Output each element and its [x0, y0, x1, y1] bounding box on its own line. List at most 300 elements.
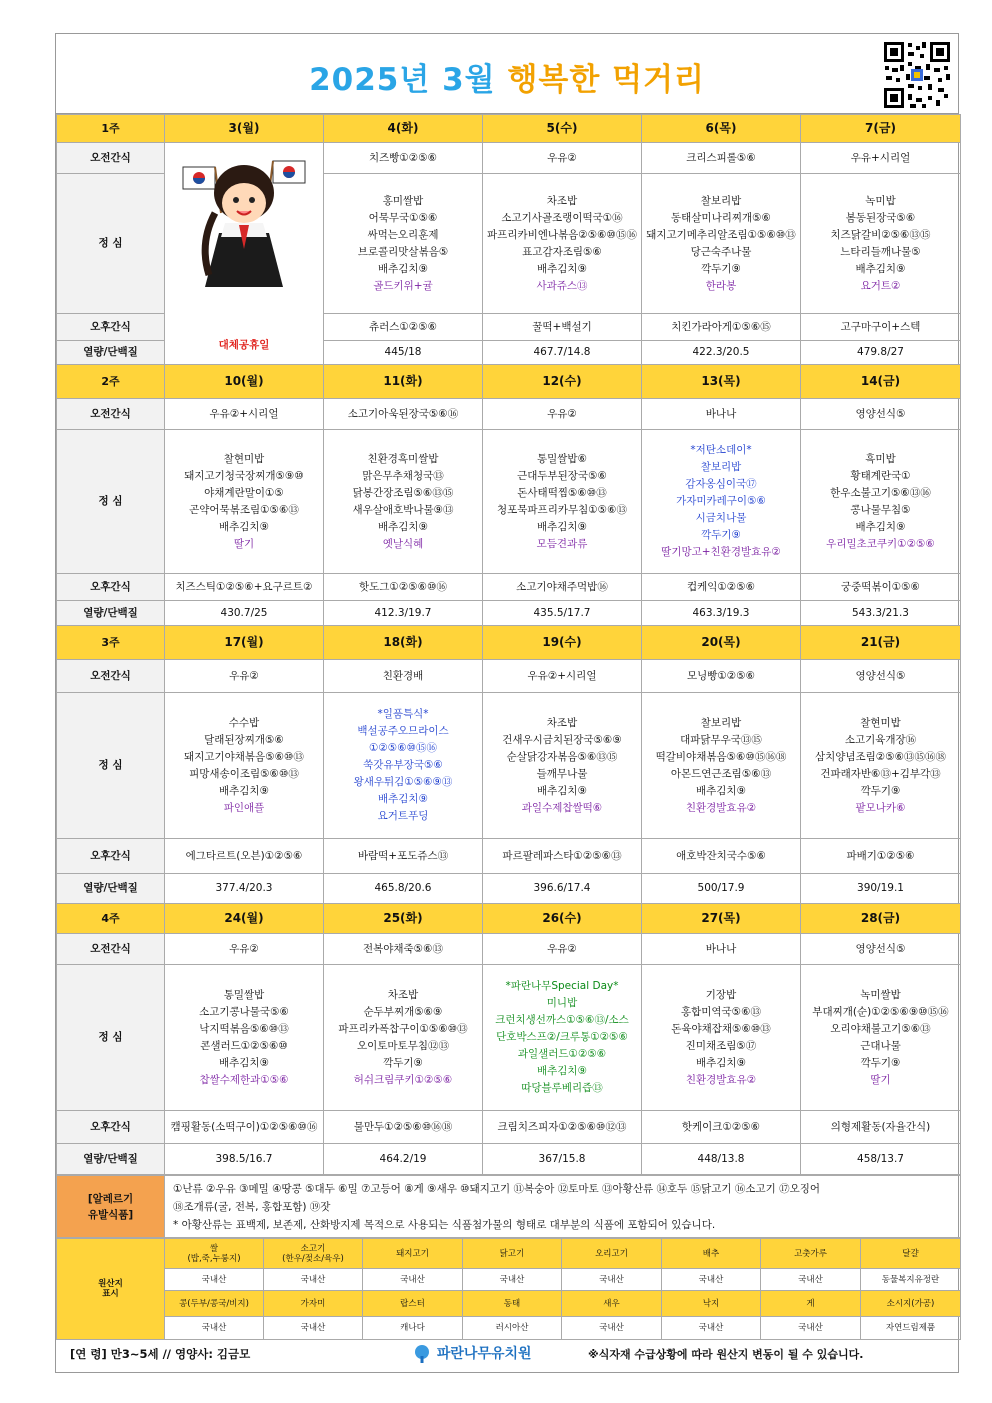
- lunch-item: *저탄소데이*: [690, 444, 752, 456]
- lunch-item: 가자미카레구이⑤⑥: [676, 495, 766, 507]
- lunch-item: 한라봉: [705, 279, 737, 292]
- lunch-item: 쑥갓유부장국⑤⑥: [363, 759, 443, 771]
- morning-snack-cell: 영양선식⑤: [801, 399, 961, 430]
- lunch-item: 느타리들깨나물⑤: [840, 245, 921, 258]
- calorie-protein-cell: 458/13.7: [801, 1144, 961, 1175]
- morning-snack-cell: 우유②: [165, 934, 324, 965]
- origin-value: 국내산: [761, 1317, 861, 1340]
- origin-value: 국내산: [165, 1269, 264, 1291]
- lunch-item: *일품특식*: [377, 708, 429, 720]
- lunch-item: 요거트푸딩: [377, 810, 429, 822]
- lunch-item: 요거트②: [860, 279, 901, 292]
- footer-note: ※식자재 수급상황에 따라 원산지 변동이 될 수 있습니다.: [588, 1348, 864, 1361]
- origin-value: 캐나다: [363, 1317, 463, 1340]
- day-header: 28(금): [801, 904, 961, 934]
- qr-code-icon: [882, 40, 952, 110]
- morning-snack-row: [57, 934, 961, 965]
- morning-snack-label: 오전간식: [57, 399, 165, 430]
- afternoon-snack-cell: 크림치즈피자①②⑤⑥⑩⑫⑬: [483, 1111, 642, 1144]
- calorie-protein-cell: 398.5/16.7: [165, 1144, 324, 1175]
- lunch-item: 찰보리밥: [700, 716, 742, 729]
- lunch-item: 딸기망고+친환경발효유②: [661, 546, 781, 558]
- lunch-item: 돼지고기야채볶음⑤⑥⑩⑬: [184, 750, 304, 763]
- lunch-item: 친환경흑미쌀밥: [367, 452, 439, 465]
- calorie-protein-cell: 543.3/21.3: [801, 601, 961, 626]
- origin-item-row: [57, 1291, 961, 1317]
- day-header: 12(수): [483, 365, 642, 399]
- header: [56, 34, 958, 114]
- lunch-cell: [801, 693, 961, 839]
- morning-snack-label: 오전간식: [57, 143, 165, 174]
- day-header: 25(화): [324, 904, 483, 934]
- afternoon-snack-cell: 바람떡+포도쥬스⑬: [324, 839, 483, 874]
- calorie-protein-cell: 422.3/20.5: [642, 341, 801, 365]
- origin-item: 가자미: [264, 1291, 363, 1317]
- calorie-protein-cell: 500/17.9: [642, 874, 801, 904]
- lunch-item: 찰보리밥: [700, 461, 742, 473]
- origin-item-row: [57, 1239, 961, 1269]
- lunch-item: 들깨무나물: [536, 767, 588, 780]
- allergy-line-2: ⑱조개류(굴, 전복, 홍합포함) ⑲잣: [173, 1200, 331, 1213]
- lunch-item: 차조밥: [546, 194, 578, 207]
- lunch-cell: [483, 430, 642, 574]
- lunch-item: 옛날식혜: [382, 537, 424, 550]
- afternoon-snack-cell: 궁중떡볶이①⑤⑥: [801, 574, 961, 601]
- lunch-item: 녹미쌀밥: [860, 988, 901, 1001]
- day-header: 11(화): [324, 365, 483, 399]
- origin-value-row: [57, 1269, 961, 1291]
- lunch-item: 소고기콩나물국⑤⑥: [199, 1005, 289, 1018]
- lunch-item: 근대나물: [860, 1039, 901, 1052]
- lunch-item: 차조밥: [546, 716, 578, 729]
- lunch-item: 친환경발효유②: [685, 801, 757, 814]
- lunch-item: 싸먹는오리훈제: [367, 228, 439, 241]
- lunch-item: 딸기: [233, 537, 255, 550]
- lunch-cell: [642, 965, 801, 1111]
- lunch-item: 허쉬크림쿠키①②⑤⑥: [353, 1073, 453, 1086]
- lunch-item: 감자옹심이국⑰: [685, 478, 757, 490]
- morning-snack-cell: 바나나: [642, 934, 801, 965]
- day-header: 27(목): [642, 904, 801, 934]
- lunch-item: 통밀쌀밥⑥: [537, 452, 587, 465]
- lunch-item: 수수밥: [228, 716, 260, 729]
- origin-item: 동태: [463, 1291, 562, 1317]
- origin-value: 동물복지유정란: [861, 1269, 961, 1291]
- lunch-cell: [165, 693, 324, 839]
- origin-item: 달걀: [861, 1239, 961, 1269]
- lunch-item: 진미채조림⑤⑰: [685, 1039, 757, 1052]
- lunch-item: 곤약어묵볶조림①⑤⑥⑬: [189, 503, 299, 516]
- calorie-protein-label: 열량/단백질: [57, 341, 165, 365]
- origin-item: 소고기 (한우/젖소/육우): [264, 1239, 363, 1269]
- afternoon-snack-cell: 물만두①②⑤⑥⑩⑯⑱: [324, 1111, 483, 1144]
- day-header: 14(금): [801, 365, 961, 399]
- lunch-item: 팥모나카⑥: [855, 801, 906, 814]
- allergy-label: [알레르기 유발식품]: [57, 1176, 165, 1238]
- lunch-item: 배추김치⑨: [855, 262, 906, 275]
- lunch-item: 아몬드연근조림⑤⑥⑬: [670, 767, 772, 780]
- lunch-item: 배추김치⑨: [378, 793, 428, 805]
- week-label: 2주: [57, 365, 165, 399]
- lunch-item: 파프리카폭찹구이①⑤⑥⑩⑬: [338, 1022, 468, 1035]
- morning-snack-cell: 우유②: [165, 660, 324, 693]
- lunch-item: 배추김치⑨: [219, 520, 269, 533]
- lunch-item: 백설공주오므라이스①②⑤⑥⑩⑮⑯: [357, 725, 449, 754]
- calorie-protein-row: [57, 601, 961, 626]
- lunch-item: 당근숙주나물: [690, 245, 752, 258]
- week-label: 4주: [57, 904, 165, 934]
- origin-value: 국내산: [264, 1269, 363, 1291]
- origin-value: 국내산: [562, 1317, 662, 1340]
- lunch-item: 소고기육개장⑯: [844, 733, 917, 746]
- origin-item: 콩(두부/콩국/비지): [165, 1291, 264, 1317]
- day-header: 4(화): [324, 115, 483, 143]
- afternoon-snack-cell: 파배기①②⑤⑥: [801, 839, 961, 874]
- origin-item: 배추: [662, 1239, 761, 1269]
- calorie-protein-cell: 445/18: [324, 341, 483, 365]
- morning-snack-label: 오전간식: [57, 934, 165, 965]
- morning-snack-label: 오전간식: [57, 660, 165, 693]
- lunch-item: 사과쥬스⑬: [536, 279, 588, 292]
- lunch-item: 찰보리밥: [700, 194, 742, 207]
- origin-value-row: [57, 1317, 961, 1340]
- lunch-item: 치즈닭갈비②⑤⑥⑬⑮: [830, 228, 931, 241]
- morning-snack-cell: 바나나: [642, 399, 801, 430]
- lunch-cell: [483, 174, 642, 314]
- lunch-item: 시금치나물: [695, 512, 747, 524]
- lunch-item: 콘샐러드①②⑤⑥⑩: [200, 1039, 288, 1052]
- afternoon-snack-label: 오후간식: [57, 574, 165, 601]
- week-header-row: [57, 115, 961, 143]
- afternoon-snack-cell: 에그타르트(오븐)①②⑤⑥: [165, 839, 324, 874]
- lunch-item: 부대찌개(순)①②⑤⑥⑨⑩⑮⑯: [812, 1005, 949, 1018]
- lunch-item: 배추김치⑨: [378, 262, 428, 275]
- lunch-item: 미니밥: [546, 997, 578, 1009]
- afternoon-snack-row: [57, 574, 961, 601]
- lunch-item: 깍두기⑨: [701, 529, 741, 541]
- lunch-item: 배추김치⑨: [537, 1065, 587, 1077]
- lunch-item: 건새우시금치된장국⑤⑥⑨: [502, 733, 622, 746]
- lunch-cell: [165, 430, 324, 574]
- lunch-item: 콩나물무침⑤: [850, 503, 911, 516]
- lunch-cell: [483, 693, 642, 839]
- lunch-item: 근대두부된장국⑤⑥: [517, 469, 607, 482]
- lunch-item: 배추김치⑨: [855, 520, 906, 533]
- calorie-protein-label: 열량/단백질: [57, 1144, 165, 1175]
- lunch-item: 골드키위+귤: [373, 279, 433, 292]
- week-header-row: [57, 626, 961, 660]
- origin-item: 소시지(가공): [861, 1291, 961, 1317]
- lunch-item: 배추김치⑨: [537, 262, 587, 275]
- lunch-item: 깍두기⑨: [701, 262, 741, 275]
- lunch-item: 청포묵파프리카무침①⑤⑥⑬: [496, 503, 628, 516]
- afternoon-snack-label: 오후간식: [57, 1111, 165, 1144]
- day-header: 21(금): [801, 626, 961, 660]
- allergy-note: * 아황산류는 표백제, 보존제, 산화방지제 목적으로 사용되는 식품첨가물의 형태로 대부분의 식품에 포함되어 있습니다.: [173, 1218, 716, 1231]
- lunch-item: 표고감자조림⑤⑥: [522, 245, 602, 258]
- day-header: 17(월): [165, 626, 324, 660]
- kindergarten-logo: 파란나무유치원: [412, 1343, 532, 1364]
- lunch-row: [57, 965, 961, 1111]
- lunch-cell: [324, 965, 483, 1111]
- afternoon-snack-cell: 파르팔레파스타①②⑤⑥⑬: [483, 839, 642, 874]
- lunch-item: 파프리카비엔나볶음②⑤⑥⑩⑮⑯: [487, 228, 637, 241]
- calorie-protein-cell: 467.7/14.8: [483, 341, 642, 365]
- origin-value: 국내산: [463, 1269, 562, 1291]
- lunch-item: 브로콜리맛살볶음⑤: [357, 245, 449, 258]
- day-header: 20(목): [642, 626, 801, 660]
- morning-snack-cell: 친환경배: [324, 660, 483, 693]
- afternoon-snack-cell: 고구마구이+스텍: [801, 314, 961, 341]
- morning-snack-cell: 치즈빵①②⑤⑥: [324, 143, 483, 174]
- origin-item: 새우: [562, 1291, 662, 1317]
- calorie-protein-row: [57, 1144, 961, 1175]
- lunch-item: 배추김치⑨: [378, 520, 428, 533]
- lunch-label: 정 심: [57, 430, 165, 574]
- lunch-cell: [642, 174, 801, 314]
- calorie-protein-label: 열량/단백질: [57, 601, 165, 626]
- afternoon-snack-cell: 핫도그①②⑤⑥⑩⑯: [324, 574, 483, 601]
- morning-snack-cell: 영양선식⑤: [801, 660, 961, 693]
- origin-value: 국내산: [165, 1317, 264, 1340]
- week-label: 3주: [57, 626, 165, 660]
- afternoon-snack-label: 오후간식: [57, 839, 165, 874]
- day-header: 6(목): [642, 115, 801, 143]
- lunch-item: 닭봉간장조림⑤⑥⑬⑮: [352, 486, 454, 499]
- morning-snack-cell: 크리스피롤⑤⑥: [642, 143, 801, 174]
- origin-item: 게: [761, 1291, 861, 1317]
- allergy-line-1: ①난류 ②우유 ③메밀 ④땅콩 ⑤대두 ⑥밀 ⑦고등어 ⑧게 ⑨새우 ⑩돼지고기 ⑪복숭아 ⑫토마토 ⑬아황산류 ⑭호두 ⑮닭고기 ⑯소고기 ⑰오징어: [173, 1182, 821, 1195]
- lunch-item: 대파닭무우국⑬⑮: [680, 733, 762, 746]
- lunch-item: 찰현미밥: [223, 452, 265, 465]
- origin-value: 러시아산: [463, 1317, 562, 1340]
- calorie-protein-row: [57, 874, 961, 904]
- lunch-item: 배추김치⑨: [219, 1056, 269, 1069]
- lunch-item: 떡갈비야채볶음⑤⑥⑩⑮⑯⑱: [655, 750, 787, 763]
- lunch-item: 맑은무추채청국⑬: [362, 469, 444, 482]
- afternoon-snack-cell: 치즈스틱①②⑤⑥+요구르트②: [165, 574, 324, 601]
- lunch-cell: [801, 430, 961, 574]
- lunch-item: 배추김치⑨: [537, 784, 587, 797]
- afternoon-snack-row: [57, 1111, 961, 1144]
- origin-value: 자연드림제품: [861, 1317, 961, 1340]
- morning-snack-row: [57, 660, 961, 693]
- lunch-cell: [642, 693, 801, 839]
- lunch-label: 정 심: [57, 174, 165, 314]
- lunch-item: 야채계란말이①⑤: [204, 486, 284, 499]
- lunch-item: 봄동된장국⑤⑥: [845, 211, 916, 224]
- girl-with-flags-icon: [177, 153, 311, 293]
- lunch-item: 순두부찌개⑤⑥⑨: [363, 1005, 443, 1018]
- lunch-cell: [324, 430, 483, 574]
- lunch-cell: [324, 174, 483, 314]
- calorie-protein-cell: 464.2/19: [324, 1144, 483, 1175]
- lunch-cell: [642, 430, 801, 574]
- lunch-item: 과일수제찹쌀떡⑥: [521, 801, 603, 814]
- lunch-item: 건파래자반⑥⑬+김부각⑬: [820, 767, 941, 780]
- day-header: 19(수): [483, 626, 642, 660]
- lunch-item: 어묵무국①⑤⑥: [368, 211, 438, 224]
- afternoon-snack-cell: 의형제활동(자율간식): [801, 1111, 961, 1144]
- afternoon-snack-cell: 컵케익①②⑤⑥: [642, 574, 801, 601]
- origin-item: 쌀 (밥,죽,누룽지): [165, 1239, 264, 1269]
- lunch-cell: [165, 965, 324, 1111]
- origin-value: 국내산: [662, 1317, 761, 1340]
- origin-item: 랍스터: [363, 1291, 463, 1317]
- morning-snack-cell: 모닝빵①②⑤⑥: [642, 660, 801, 693]
- calorie-protein-cell: 465.8/20.6: [324, 874, 483, 904]
- lunch-item: 달래된장찌개⑤⑥: [204, 733, 284, 746]
- lunch-item: 깍두기⑨: [860, 784, 901, 797]
- lunch-item: 찰현미밥: [860, 716, 901, 729]
- menu-table: [56, 114, 961, 1175]
- afternoon-snack-cell: 캠핑활동(소떡구이)①②⑤⑥⑩⑯: [165, 1111, 324, 1144]
- afternoon-snack-cell: 츄러스①②⑤⑥: [324, 314, 483, 341]
- morning-snack-cell: 우유②: [483, 934, 642, 965]
- afternoon-snack-cell: 치킨가라아게①⑤⑥⑮: [642, 314, 801, 341]
- afternoon-snack-cell: 애호박잔치국수⑤⑥: [642, 839, 801, 874]
- day-header: 5(수): [483, 115, 642, 143]
- title-month: 2025년 3월: [309, 62, 496, 98]
- day-header: 3(월): [165, 115, 324, 143]
- lunch-item: 모듬견과류: [536, 537, 588, 550]
- lunch-item: 배추김치⑨: [696, 1056, 746, 1069]
- lunch-item: *파란나무Special Day*: [505, 980, 619, 992]
- morning-snack-cell: 소고기아욱된장국⑤⑥⑯: [324, 399, 483, 430]
- lunch-item: 깍두기⑨: [860, 1056, 901, 1069]
- lunch-item: 홍합미역국⑤⑥⑬: [680, 1005, 762, 1018]
- day-header: 26(수): [483, 904, 642, 934]
- lunch-item: 배추김치⑨: [696, 784, 746, 797]
- footer-info: [연 령] 만3~5세 // 영양사: 김금모: [70, 1347, 251, 1361]
- morning-snack-cell: 우유②+시리얼: [165, 399, 324, 430]
- lunch-item: 파인애플: [223, 801, 265, 814]
- lunch-item: 피망새송이조림⑤⑥⑩⑬: [189, 767, 299, 780]
- calorie-protein-cell: 396.6/17.4: [483, 874, 642, 904]
- holiday-cell: [165, 143, 324, 365]
- morning-snack-cell: 우유+시리얼: [801, 143, 961, 174]
- allergy-legend: [165, 1176, 961, 1238]
- lunch-item: 순살닭강자볶음⑤⑥⑬⑮: [506, 750, 618, 763]
- tree-logo-icon: [412, 1344, 432, 1364]
- lunch-item: 오리야채불고기⑤⑥⑬: [830, 1022, 931, 1035]
- lunch-item: 흑미밥: [865, 452, 896, 465]
- origin-label: 원산지 표시: [57, 1239, 165, 1340]
- menu-sheet: [55, 33, 959, 1373]
- lunch-item: 친환경발효유②: [685, 1073, 757, 1086]
- calorie-protein-label: 열량/단백질: [57, 874, 165, 904]
- calorie-protein-cell: 463.3/19.3: [642, 601, 801, 626]
- origin-item: 돼지고기: [363, 1239, 463, 1269]
- lunch-cell: [483, 965, 642, 1111]
- day-header: 18(화): [324, 626, 483, 660]
- origin-value: 국내산: [264, 1317, 363, 1340]
- lunch-item: 소고기사골조랭이떡국①⑯: [501, 211, 623, 224]
- afternoon-snack-row: [57, 839, 961, 874]
- calorie-protein-cell: 448/13.8: [642, 1144, 801, 1175]
- lunch-item: 오이토마토무침⑫⑬: [356, 1039, 449, 1052]
- day-header: 7(금): [801, 115, 961, 143]
- lunch-item: 배추김치⑨: [537, 520, 587, 533]
- morning-snack-cell: 우유②: [483, 143, 642, 174]
- afternoon-snack-cell: 핫케이크①②⑤⑥: [642, 1111, 801, 1144]
- allergy-table: [56, 1175, 961, 1238]
- lunch-item: 돈사태떡찜⑤⑥⑩⑬: [517, 486, 607, 499]
- lunch-item: 삼치양념조림②⑤⑥⑬⑮⑯⑱: [814, 750, 947, 763]
- origin-item: 오리고기: [562, 1239, 662, 1269]
- lunch-item: 낙지떡볶음⑤⑥⑩⑬: [199, 1022, 289, 1035]
- lunch-item: 찹쌀수제한과①⑤⑥: [199, 1073, 289, 1086]
- lunch-cell: [801, 174, 961, 314]
- morning-snack-cell: 우유②: [483, 399, 642, 430]
- day-header: 10(월): [165, 365, 324, 399]
- lunch-item: 기장밥: [705, 988, 737, 1001]
- morning-snack-row: [57, 143, 961, 174]
- lunch-label: 정 심: [57, 965, 165, 1111]
- morning-snack-cell: 우유②+시리얼: [483, 660, 642, 693]
- calorie-protein-cell: 479.8/27: [801, 341, 961, 365]
- lunch-label: 정 심: [57, 693, 165, 839]
- origin-value: 국내산: [562, 1269, 662, 1291]
- calorie-protein-cell: 367/15.8: [483, 1144, 642, 1175]
- afternoon-snack-cell: 소고기야채주먹밥⑯: [483, 574, 642, 601]
- origin-value: 국내산: [363, 1269, 463, 1291]
- afternoon-snack-label: 오후간식: [57, 314, 165, 341]
- lunch-item: 황태계란국①: [850, 469, 911, 482]
- origin-item: 닭고기: [463, 1239, 562, 1269]
- lunch-item: 깍두기⑨: [383, 1056, 423, 1069]
- lunch-item: 홍미쌀밥: [382, 194, 424, 207]
- footer: [56, 1340, 958, 1368]
- lunch-item: 새우살애호박나물⑨⑬: [352, 503, 454, 516]
- week-label: 1주: [57, 115, 165, 143]
- lunch-item: 왕새우튀김①⑤⑥⑨⑬: [353, 776, 453, 788]
- title-subtitle: 행복한 먹거리: [507, 62, 705, 98]
- calorie-protein-cell: 430.7/25: [165, 601, 324, 626]
- origin-item: 낙지: [662, 1291, 761, 1317]
- lunch-row: [57, 693, 961, 839]
- lunch-item: 통밀쌀밥: [223, 988, 265, 1001]
- afternoon-snack-cell: 꿀떡+백설기: [483, 314, 642, 341]
- holiday-label: 대체공휴일: [218, 339, 270, 351]
- lunch-item: 과일샐러드①②⑤⑥: [517, 1048, 607, 1060]
- week-header-row: [57, 904, 961, 934]
- lunch-item: 돈육야채잡채⑤⑥⑩⑬: [671, 1022, 771, 1035]
- day-header: 13(목): [642, 365, 801, 399]
- lunch-item: 돼지고기메추리알조림①⑤⑥⑩⑬: [646, 228, 796, 241]
- origin-value: 국내산: [662, 1269, 761, 1291]
- calorie-protein-cell: 435.5/17.7: [483, 601, 642, 626]
- origin-table: [56, 1238, 961, 1340]
- morning-snack-cell: 영양선식⑤: [801, 934, 961, 965]
- lunch-item: 돼지고기청국장찌개⑤⑨⑩: [184, 469, 304, 482]
- lunch-item: 단호박스프②/크루통①②⑤⑥: [496, 1031, 628, 1043]
- lunch-cell: [801, 965, 961, 1111]
- morning-snack-row: [57, 399, 961, 430]
- origin-item: 고춧가루: [761, 1239, 861, 1269]
- lunch-item: 크런치생선까스①⑤⑥⑬/소스: [495, 1014, 629, 1026]
- calorie-protein-cell: 377.4/20.3: [165, 874, 324, 904]
- lunch-item: 녹미밥: [865, 194, 896, 207]
- lunch-item: 동태살미나리찌개⑤⑥: [671, 211, 771, 224]
- lunch-item: 차조밥: [387, 988, 419, 1001]
- lunch-item: 배추김치⑨: [219, 784, 269, 797]
- lunch-item: 한우소불고기⑤⑥⑬⑯: [830, 486, 931, 499]
- lunch-item: 따당블루베리즙⑬: [521, 1082, 603, 1094]
- lunch-cell: [324, 693, 483, 839]
- week-header-row: [57, 365, 961, 399]
- origin-value: 국내산: [761, 1269, 861, 1291]
